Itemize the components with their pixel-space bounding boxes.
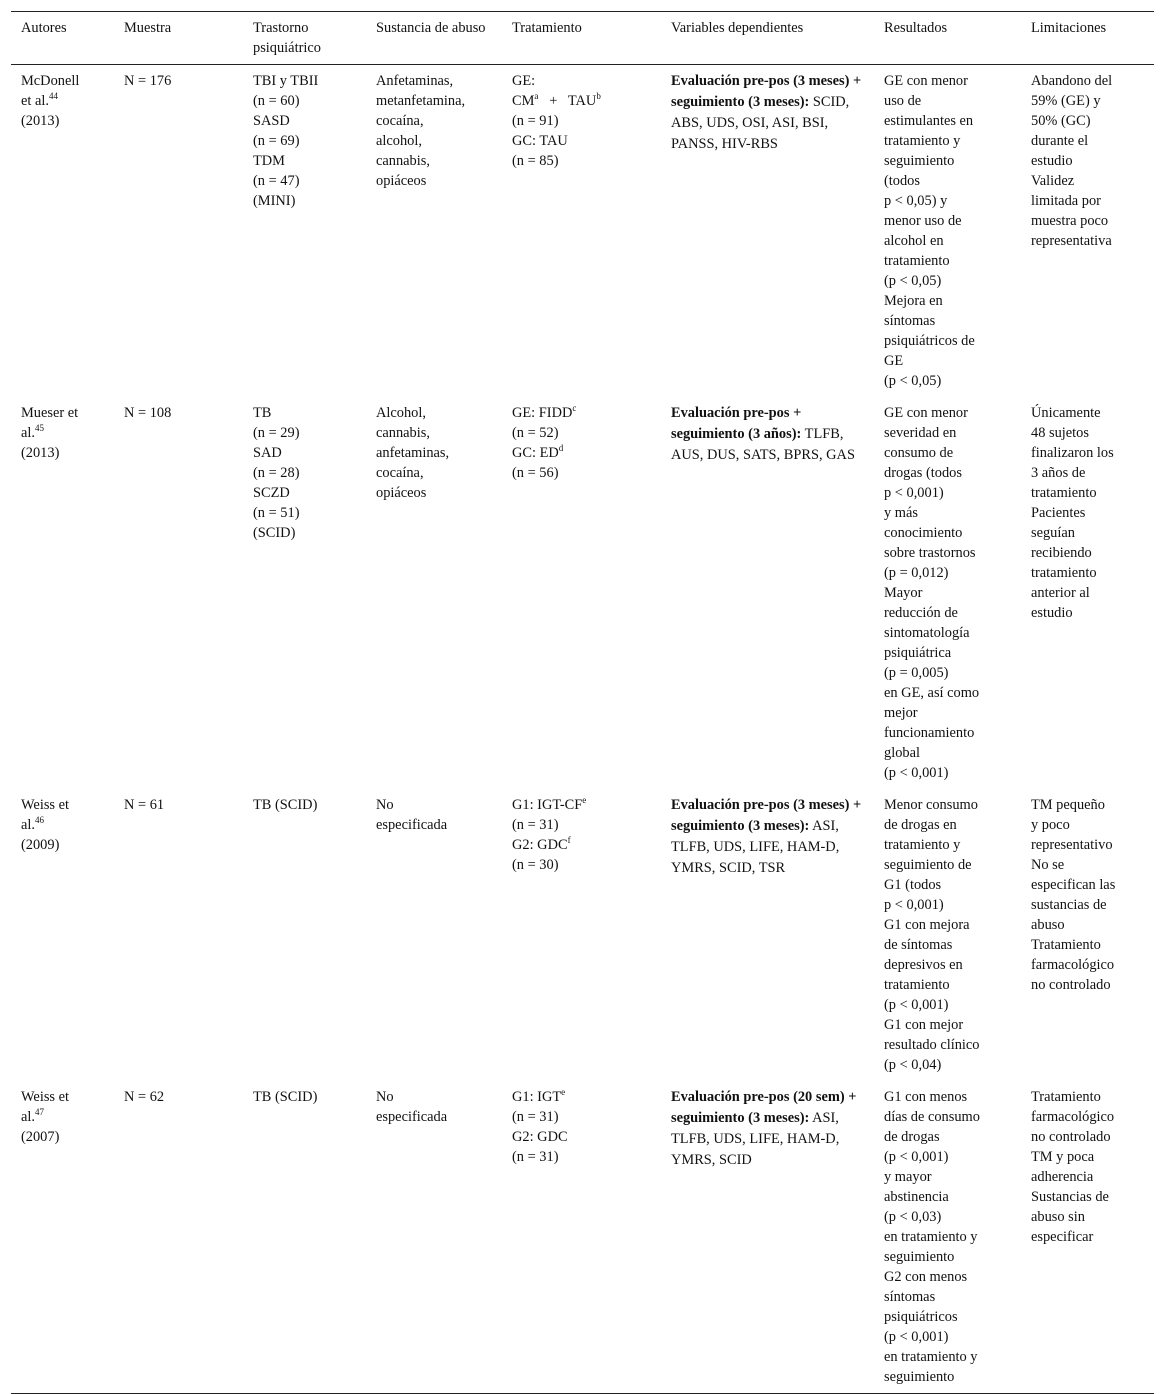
cell-limitaciones [1021,1081,1154,1394]
cell-text-line: McDonell [21,73,80,89]
cell-text-line: (n = 51) [253,505,300,521]
cell-text-line: SAD [253,445,282,461]
cell-trastorno [243,65,366,398]
cell-text-line: opiáceos [376,485,427,501]
cell-text-line: SCZD [253,485,290,501]
cell-text-line: resultado clínico [884,1037,980,1053]
cell-limitaciones [1021,397,1154,789]
cell-text-line: depresivos en [884,957,963,973]
cell-text-line: adherencia [1031,1169,1094,1185]
studies-table [11,11,1154,1394]
cell-text-line: severidad en [884,425,957,441]
cell-text-line: (p < 0,04) [884,1057,942,1073]
reference-link[interactable]: 47 [34,1107,44,1117]
footnote-d[interactable]: d [558,443,564,453]
cell-text-line: consumo de [884,445,954,461]
cell-trastorno [243,1081,366,1394]
cell-text-line: opiáceos [376,173,427,189]
cell-text-line: G1 (todos [884,877,942,893]
cell-text-line: (p < 0,05) [884,373,942,389]
cell-text-line: cannabis, [376,153,430,169]
header-autores: Autores [21,20,67,36]
cell-text-line: al. [21,425,35,441]
table-row [11,1081,1154,1394]
cell-text-line: 48 sujetos [1031,425,1089,441]
cell-text-line: TLFB, AUS, DUS, SATS, BPRS, GAS [671,426,855,463]
cell-text-line: (n = 28) [253,465,300,481]
cell-text-line: estimulantes en [884,113,974,129]
cell-text-line: abstinencia [884,1189,949,1205]
footnote-e[interactable]: e [561,1087,566,1097]
cell-text-line: (n = 60) [253,93,300,109]
cell-text-line: 3 años de [1031,465,1086,481]
cell-text-line: al. [21,1109,35,1125]
cell-text-line: conocimiento [884,525,963,541]
cell-text-line: GE [884,353,904,369]
table-row [11,789,1154,1081]
cell-text-line [512,443,651,463]
cell-text-line: (n = 69) [253,133,300,149]
table-row [11,65,1154,398]
cell-text-line [512,835,651,855]
cell-text-line: al. [21,817,35,833]
cell-text-line: 50% (GC) [1031,113,1091,129]
cell-text-line: cocaína, [376,465,424,481]
cell-limitaciones [1021,65,1154,398]
cell-text-line: (SCID) [253,525,296,541]
cell-text-line: Tratamiento [1031,937,1101,953]
footnote-b[interactable]: b [596,91,601,101]
cell-autores [11,65,114,398]
cell-text-line: GE con menor [884,405,968,421]
header-muestra: Muestra [124,20,172,36]
cell-text-line: (2013) [21,113,60,129]
footnote-f[interactable]: f [567,835,571,845]
cell-text-line: (p < 0,001) [884,1329,949,1345]
cell-text-line: (p < 0,001) [884,997,949,1013]
cell-text-line: (n = 30) [512,857,559,873]
table-row [11,397,1154,789]
cell-text-line: No se [1031,857,1065,873]
cell-text-line [21,1107,104,1127]
cell-text-line: especifican las [1031,877,1116,893]
cell-text-line: de drogas en [884,817,957,833]
cell-text-line: (p = 0,012) [884,565,949,581]
cell-text-line: seguimiento [884,1249,955,1265]
cell-text-line: tratamiento [1031,485,1097,501]
cell-text-line: (todos [884,173,920,189]
cell-text-line: uso de [884,93,922,109]
cell-text-line: p < 0,001) [884,897,944,913]
cell-text-line [512,91,651,111]
cell-text-line: sobre trastornos [884,545,976,561]
cell-resultados [874,397,1021,789]
cell-text-line: (n = 56) [512,465,559,481]
cell-trastorno [243,789,366,1081]
cell-text-line: tratamiento [884,253,950,269]
cell-text-line: seguimiento [884,153,955,169]
cell-text-line: TM pequeño [1031,797,1105,813]
cell-text-line: estudio [1031,153,1073,169]
cell-tratamiento [502,789,661,1081]
cell-text-line: G2: GDC [512,1129,568,1145]
cell-variables [661,1081,874,1394]
cell-text-line: seguían [1031,525,1075,541]
cell-text-line: GE: [512,73,536,89]
cell-text-line: días de consumo [884,1109,980,1125]
cell-text-line: Mueser et [21,405,79,421]
cell-text-line: drogas (todos [884,465,962,481]
header-variables: Variables dependientes [671,20,804,36]
cell-text-line: muestra poco [1031,213,1109,229]
cell-text-line: G2 con menos [884,1269,968,1285]
cell-text-line: no controlado [1031,977,1111,993]
cell-text-line: Pacientes [1031,505,1086,521]
cell-text-line: G1 con mejora [884,917,970,933]
header-resultados: Resultados [884,20,948,36]
cell-text-line: (MINI) [253,193,296,209]
cell-sustancia [366,1081,502,1394]
cell-text-line: (p < 0,03) [884,1209,942,1225]
cell-text-line: abuso [1031,917,1065,933]
cell-text-line: Sustancias de [1031,1189,1109,1205]
cell-text-line: sintomatología [884,625,970,641]
cell-text-line: especificada [376,1109,448,1125]
cell-text-line: TB (SCID) [253,797,318,813]
cell-text-line: (n = 31) [512,1149,559,1165]
cell-resultados [874,789,1021,1081]
cell-text-line: cannabis, [376,425,430,441]
cell-resultados [874,65,1021,398]
cell-tratamiento [502,397,661,789]
cell-text-line: Evaluación pre-pos (3 meses) + seguimiento (3 meses): [671,73,862,110]
cell-text-line: (2013) [21,445,60,461]
cell-text-line: Mejora en [884,293,943,309]
cell-text-line: GC: ED [512,445,559,461]
cell-text-line: (n = 52) [512,425,559,441]
cell-text-line: anterior al [1031,585,1090,601]
footnote-c[interactable]: c [572,403,577,413]
cell-tratamiento [502,1081,661,1394]
cell-text-line: Alcohol, [376,405,426,421]
cell-text-line: G1: IGT [512,1089,562,1105]
cell-text-line: reducción de [884,605,958,621]
cell-text-line: sustancias de [1031,897,1107,913]
cell-trastorno [243,397,366,789]
cell-text-line: seguimiento [884,1369,955,1385]
cell-text-line: Evaluación pre-pos + seguimiento (3 años): [671,405,802,442]
cell-text-line: representativo [1031,837,1113,853]
cell-text-line: G1 con menos [884,1089,968,1105]
header-sustancia: Sustancia de abuso [376,20,486,36]
header-limitaciones: Limitaciones [1031,20,1107,36]
cell-text-line [21,423,104,443]
cell-text-line: Únicamente [1031,405,1101,421]
cell-text-line: anfetaminas, [376,445,450,461]
cell-text-line: estudio [1031,605,1073,621]
cell-text-line: especificar [1031,1229,1094,1245]
cell-text-line: 59% (GE) y [1031,93,1101,109]
cell-text-line [512,1087,651,1107]
cell-text-line: No [376,1089,394,1105]
cell-text-line: psiquiátrica [884,645,952,661]
cell-text-line: en GE, así como [884,685,980,701]
cell-text-line: ASI, TLFB, UDS, LIFE, HAM-D, YMRS, SCID [671,1110,840,1168]
cell-muestra: N = 61 [124,797,165,813]
cell-resultados [874,1081,1021,1394]
cell-text-line: SCID, ABS, UDS, OSI, ASI, BSI, PANSS, HIV-RBS [671,94,850,152]
cell-text-line: en tratamiento y [884,1229,978,1245]
cell-text-line: psiquiátricos de [884,333,975,349]
cell-text-line: psiquiátricos [884,1309,958,1325]
cell-text-line: p < 0,05) y [884,193,948,209]
cell-tratamiento [502,65,661,398]
cell-text-line: representativa [1031,233,1112,249]
cell-text-line: tratamiento y [884,133,961,149]
cell-muestra: N = 108 [124,405,172,421]
cell-text-line: menor uso de [884,213,962,229]
cell-variables [661,397,874,789]
cell-text-line: GE: FIDD [512,405,573,421]
cell-text-line: Evaluación pre-pos (20 sem) + seguimiento (3 meses): [671,1089,857,1126]
cell-text-line [512,795,651,815]
cell-text-line: Mayor [884,585,923,601]
cell-text-line: farmacológico [1031,1109,1115,1125]
cell-text-line: durante el [1031,133,1089,149]
cell-text-line: (n = 91) [512,113,559,129]
cell-text-line: síntomas [884,1289,936,1305]
cell-text-line: Validez [1031,173,1075,189]
cell-text-line: abuso sin [1031,1209,1085,1225]
cell-text-line [512,403,651,423]
reference-link[interactable]: 44 [48,91,58,101]
cell-text-line: TB (SCID) [253,1089,318,1105]
cell-text-line: limitada por [1031,193,1101,209]
cell-text-line: de síntomas [884,937,953,953]
cell-text-line: TAU [567,93,597,109]
cell-muestra: N = 176 [124,73,172,89]
cell-text-line: tratamiento y [884,837,961,853]
cell-text-line: cocaína, [376,113,424,129]
footnote-a[interactable]: a [534,91,539,101]
cell-text-line: metanfetamina, [376,93,466,109]
cell-text-line: SASD [253,113,290,129]
cell-text-line: (n = 31) [512,1109,559,1125]
cell-text-line: GC: TAU [512,133,568,149]
cell-text-line: (p = 0,005) [884,665,949,681]
cell-sustancia [366,789,502,1081]
cell-text-line: y mayor [884,1169,932,1185]
cell-text-line: especificada [376,817,448,833]
cell-autores [11,1081,114,1394]
cell-text-line: No [376,797,394,813]
cell-text-line: alcohol, [376,133,422,149]
reference-link[interactable]: 46 [34,815,44,825]
cell-text-line: alcohol en [884,233,944,249]
cell-text-line: seguimiento de [884,857,972,873]
cell-variables [661,65,874,398]
cell-text-line: (n = 47) [253,173,300,189]
cell-text-line: (p < 0,001) [884,1149,949,1165]
cell-text-line: funcionamiento [884,725,975,741]
cell-text-line: farmacológico [1031,957,1115,973]
cell-text-line: Evaluación pre-pos (3 meses) + seguimiento (3 meses): [671,797,862,834]
cell-text-line: TB [253,405,272,421]
cell-text-line: no controlado [1031,1129,1111,1145]
cell-text-line: mejor [884,705,918,721]
cell-text-line [21,91,104,111]
cell-text-line: (n = 29) [253,425,300,441]
cell-variables [661,789,874,1081]
cell-text-line: Menor consumo [884,797,978,813]
cell-text-line: Weiss et [21,797,69,813]
cell-text-line: (2007) [21,1129,60,1145]
cell-text-line: global [884,745,920,761]
cell-text-line: tratamiento [1031,565,1097,581]
cell-text-line: Weiss et [21,1089,69,1105]
cell-text-line: en tratamiento y [884,1349,978,1365]
cell-text-line: finalizaron los [1031,445,1114,461]
reference-link[interactable]: 45 [34,423,44,433]
cell-text-line: CM [512,93,535,109]
cell-text-line: Anfetaminas, [376,73,454,89]
cell-autores [11,397,114,789]
cell-text-line: de drogas [884,1129,940,1145]
cell-text-line: tratamiento [884,977,950,993]
cell-text-line: et al. [21,93,49,109]
cell-text-line: GE con menor [884,73,968,89]
cell-text-line: (n = 31) [512,817,559,833]
cell-text-line: recibiendo [1031,545,1092,561]
cell-text-line: TDM [253,153,285,169]
footnote-e[interactable]: e [582,795,587,805]
cell-text-line: TM y poca [1031,1149,1095,1165]
cell-text-line: Tratamiento [1031,1089,1101,1105]
header-row [11,12,1154,65]
cell-text-line: TBI y TBII [253,73,319,89]
cell-text-line: ASI, TLFB, UDS, LIFE, HAM-D, YMRS, SCID, TSR [671,818,840,876]
header-trastorno: Trastorno psiquiátrico [253,20,321,56]
cell-text-line: y poco [1031,817,1070,833]
cell-text-line: G1 con mejor [884,1017,964,1033]
cell-autores [11,789,114,1081]
cell-text-line: (p < 0,001) [884,765,949,781]
cell-sustancia [366,65,502,398]
cell-text-line: G1: IGT-CF [512,797,583,813]
cell-text-line: (p < 0,05) [884,273,942,289]
cell-text-line [21,815,104,835]
cell-text-line: (2009) [21,837,60,853]
cell-limitaciones [1021,789,1154,1081]
cell-text-line: (n = 85) [512,153,559,169]
cell-muestra: N = 62 [124,1089,165,1105]
cell-text-line: p < 0,001) [884,485,944,501]
cell-sustancia [366,397,502,789]
header-tratamiento: Tratamiento [512,20,582,36]
cell-text-line: síntomas [884,313,936,329]
cell-text-line: G2: GDC [512,837,568,853]
cell-text-line: + [549,93,558,109]
cell-text-line: Abandono del [1031,73,1113,89]
cell-text-line: y más [884,505,918,521]
